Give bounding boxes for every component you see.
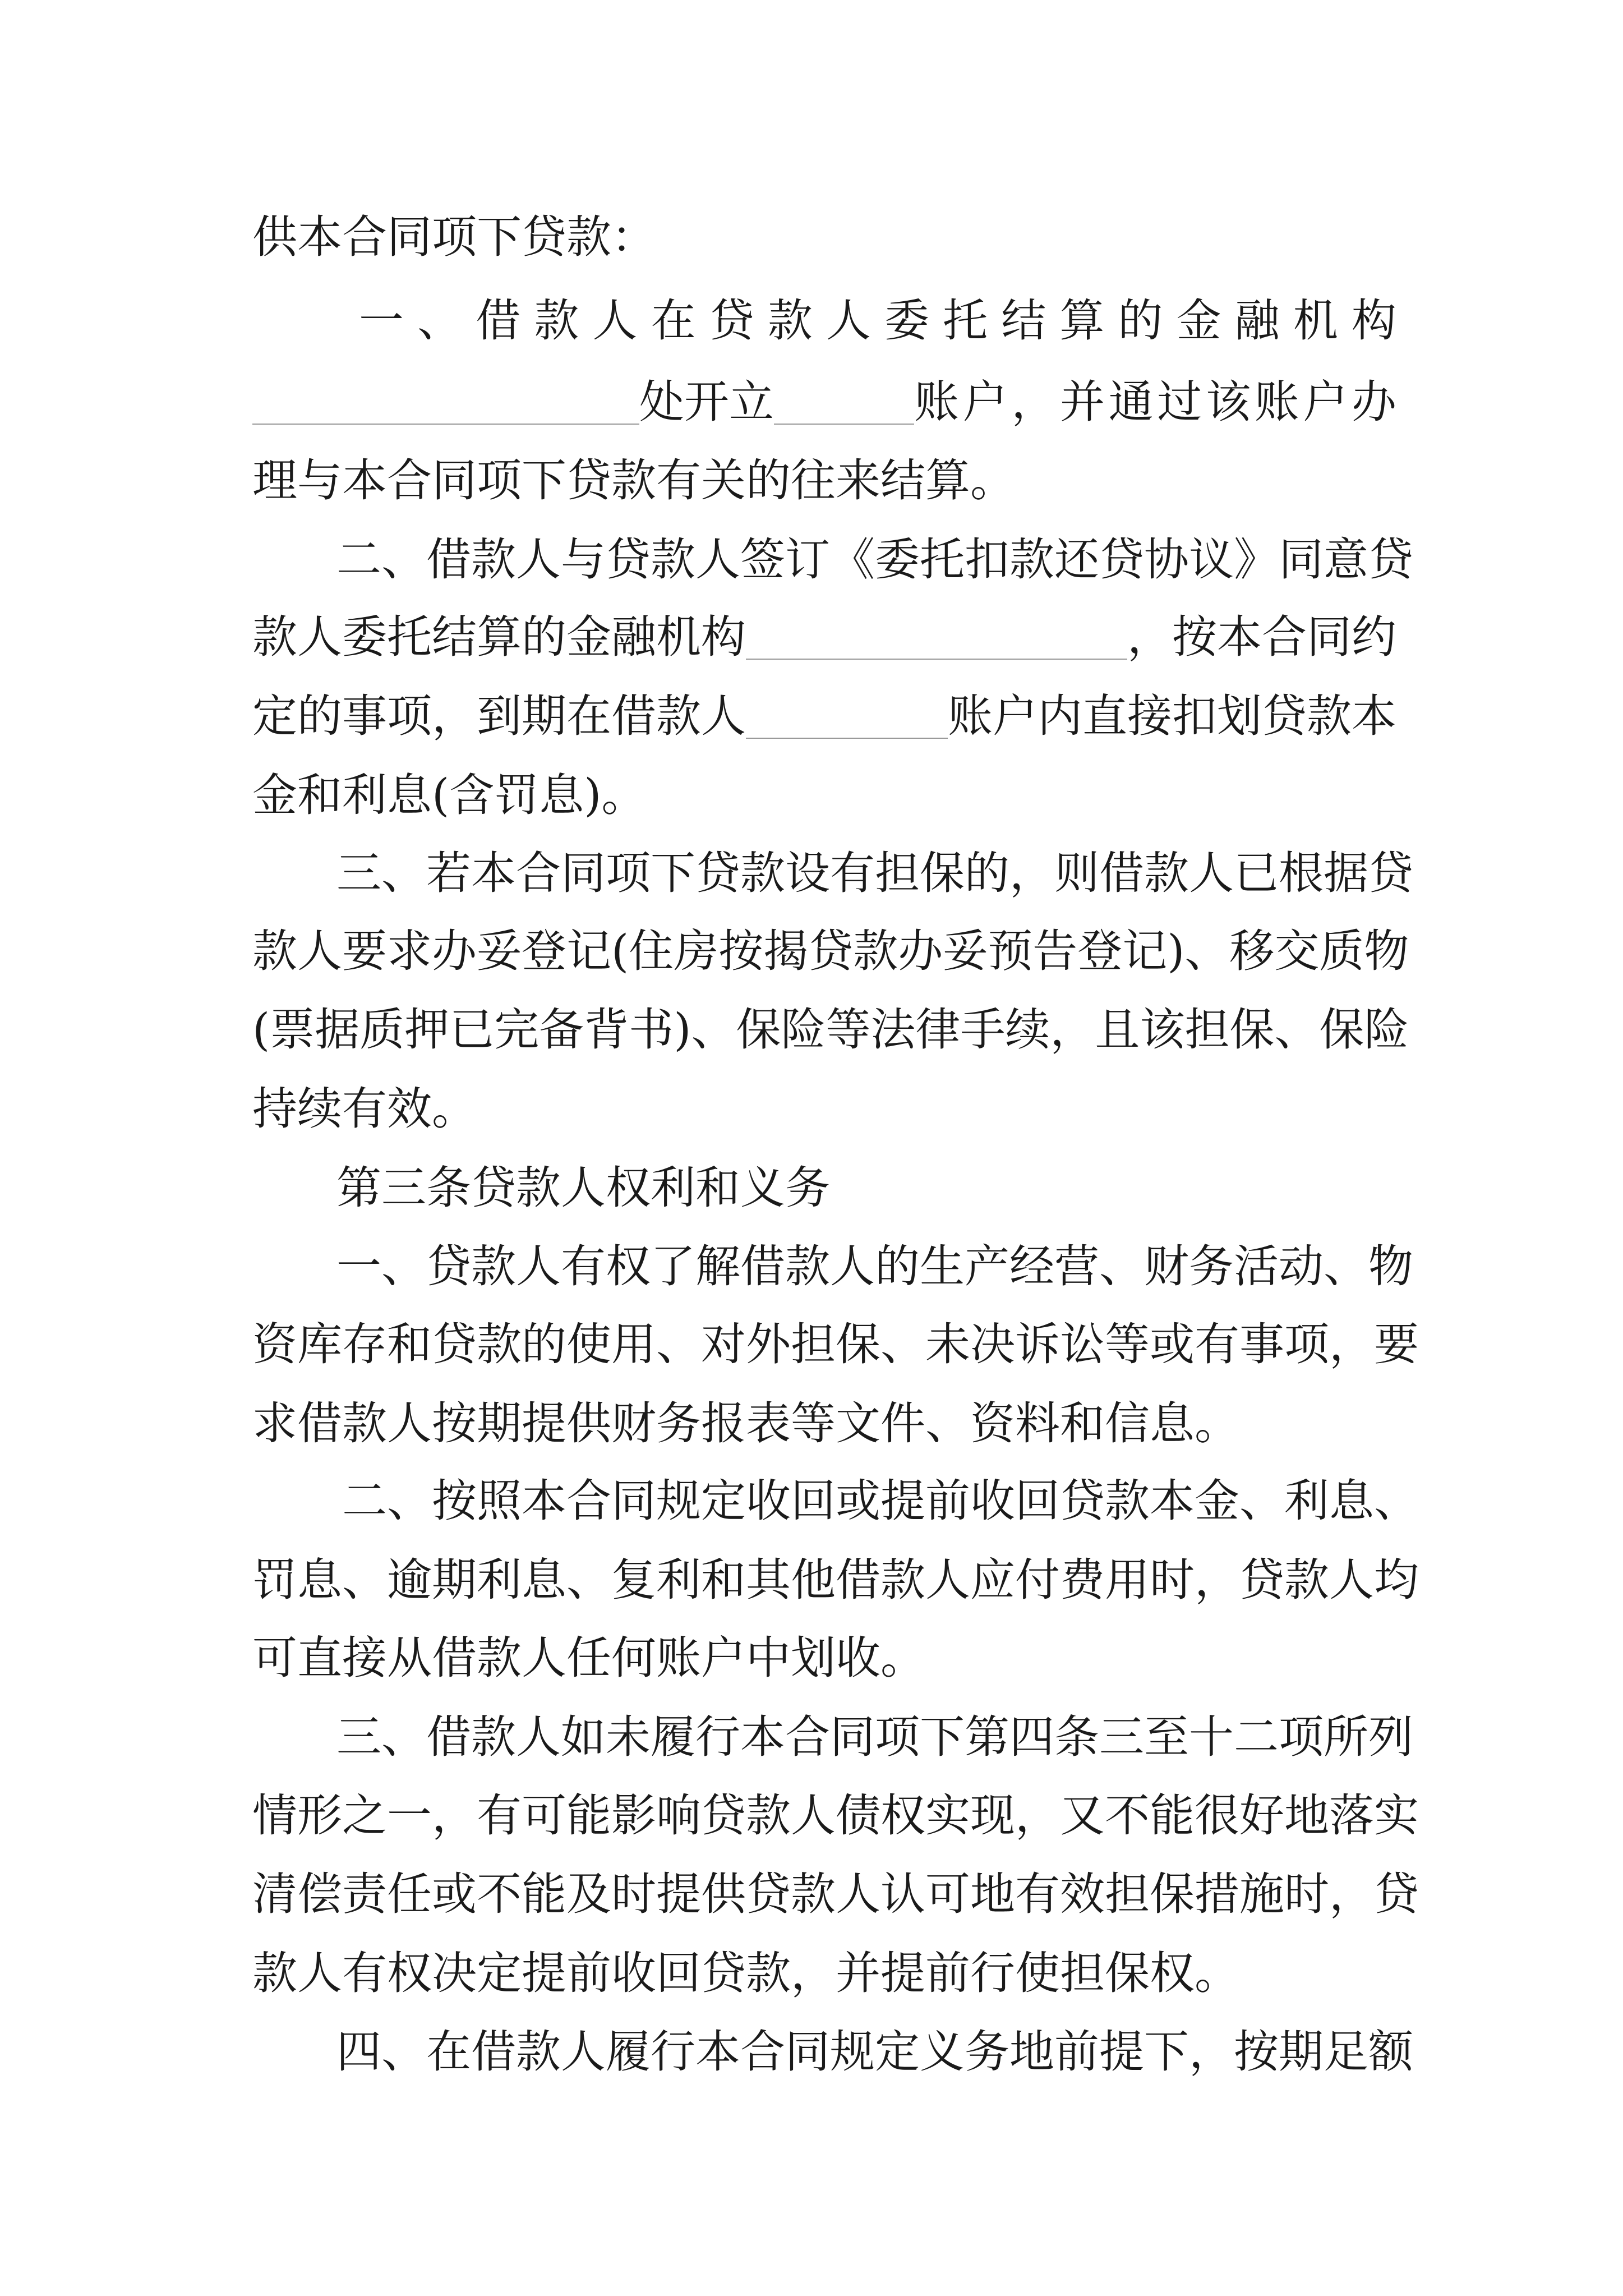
line-text: 资库存和贷款的使用、对外担保、未决诉讼等或有事项，要 bbox=[252, 1318, 1419, 1370]
text-line bbox=[342, 1475, 1419, 1527]
text-line bbox=[336, 2026, 1413, 2078]
text-line bbox=[336, 1711, 1413, 1763]
text-line bbox=[252, 925, 1409, 977]
text-line bbox=[252, 1318, 1419, 1370]
line-text: 金和利息(含罚息)。 bbox=[252, 769, 647, 821]
text-line bbox=[336, 533, 1413, 586]
text-line bbox=[252, 1789, 1419, 1842]
line-text: 款人有权决定提前收回贷款，并提前行使担保权。 bbox=[252, 1947, 1239, 1999]
line-text: 账户，并通过该账户办 bbox=[914, 376, 1396, 428]
text-line bbox=[252, 611, 1396, 663]
line-text: 账户内直接扣划贷款本 bbox=[948, 690, 1396, 742]
line-text: 四、在借款人履行本合同规定义务地前提下，按期足额 bbox=[336, 2026, 1413, 2078]
line-text: 求借款人按期提供财务报表等文件、资料和信息。 bbox=[252, 1397, 1239, 1450]
text-line bbox=[336, 1240, 1413, 1292]
text-line bbox=[359, 295, 1396, 347]
fill-blank-account[interactable] bbox=[746, 704, 948, 739]
text-line bbox=[252, 1632, 1396, 1684]
line-text: 二、借款人与贷款人签订《委托扣款还贷协议》同意贷 bbox=[336, 533, 1413, 586]
line-text: 罚息、逾期利息、复利和其他借款人应付费用时，贷款人均 bbox=[252, 1554, 1419, 1606]
line-text: 理与本合同项下贷款有关的往来结算。 bbox=[252, 454, 1015, 507]
text-line bbox=[252, 1868, 1419, 1920]
fill-blank-account[interactable] bbox=[774, 390, 914, 425]
line-text: 二、按照本合同规定收回或提前收回贷款本金、利息、 bbox=[342, 1475, 1419, 1527]
line-text: 一、贷款人有权了解借款人的生产经营、财务活动、物 bbox=[336, 1240, 1413, 1292]
text-line bbox=[252, 376, 1396, 428]
line-text: 第三条贷款人权利和义务 bbox=[336, 1162, 830, 1214]
text-line bbox=[336, 847, 1413, 899]
line-text: 三、借款人如未履行本合同项下第四条三至十二项所列 bbox=[336, 1711, 1413, 1763]
fill-blank-institution[interactable] bbox=[746, 625, 1127, 660]
text-line bbox=[252, 454, 1396, 507]
text-line bbox=[252, 1947, 1396, 1999]
line-text: 可直接从借款人任何账户中划收。 bbox=[252, 1632, 925, 1684]
text-line bbox=[252, 1554, 1419, 1606]
fill-blank-institution[interactable] bbox=[252, 390, 639, 425]
line-text: ，按本合同约 bbox=[1127, 611, 1396, 663]
line-text: 定的事项，到期在借款人 bbox=[252, 690, 746, 742]
line-text: 清偿责任或不能及时提供贷款人认可地有效担保措施时，贷 bbox=[252, 1868, 1419, 1920]
section-heading bbox=[336, 1162, 1481, 1214]
text-line bbox=[252, 211, 1396, 263]
line-text: 处开立 bbox=[639, 376, 774, 428]
line-text: (票据质押已完备背书)、保险等法律手续，且该担保、保险 bbox=[252, 1004, 1409, 1056]
line-text: 款人委托结算的金融机构 bbox=[252, 611, 746, 663]
line-text: 一、借款人在贷款人委托结算的金融机构 bbox=[359, 295, 1396, 347]
text-line bbox=[252, 690, 1396, 742]
text-line bbox=[252, 769, 1396, 821]
line-text: 持续有效。 bbox=[252, 1083, 477, 1135]
text-line bbox=[252, 1083, 1396, 1135]
text-line bbox=[252, 1397, 1396, 1450]
text-line bbox=[252, 1004, 1409, 1056]
line-text: 情形之一，有可能影响贷款人债权实现，又不能很好地落实 bbox=[252, 1789, 1419, 1842]
line-text: 款人要求办妥登记(住房按揭贷款办妥预告登记)、移交质物 bbox=[252, 925, 1409, 977]
line-text: 三、若本合同项下贷款设有担保的，则借款人已根据贷 bbox=[336, 847, 1413, 899]
line-text: 供本合同项下贷款： bbox=[252, 211, 656, 263]
